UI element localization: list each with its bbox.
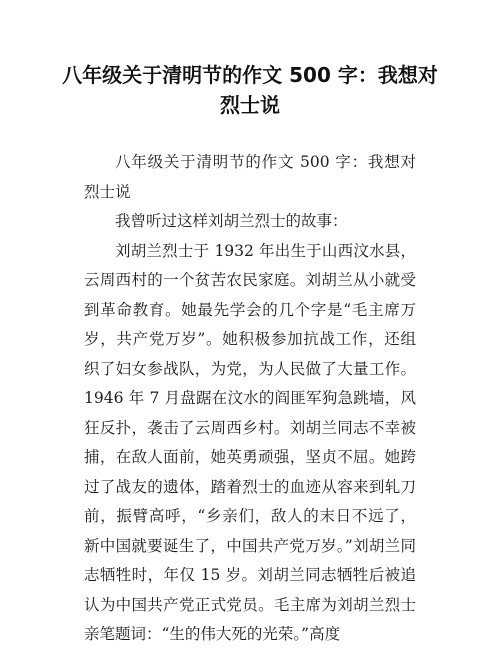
document-title: 八年级关于清明节的作文 500 字：我想对烈士说	[62, 63, 438, 117]
document-body	[84, 148, 416, 650]
paragraph-intro: 我曾听过这样刘胡兰烈士的故事：	[115, 212, 348, 230]
paragraph-story: 刘胡兰烈士于 1932 年出生于山西汶水县，云周西村的一个贫苦农民家庭。刘胡兰从小就受到革命教育。她最先学会的几个字是“毛主席万岁，共产党万岁”。她积极参加抗战工作，还组织了妇女参战队，为党，为人民做了大量工作。1946 年 7 月盘踞在汶水的阎匪军狗急跳墙，风狂反扑，袭击了云周西乡村。刘胡兰同志不幸被捕，在敌人面前，她英勇顽强，坚贞不屈。她跨过了战友的遗体，踏着烈士的血迹从容来到轧刀前，振臂高呼，“乡亲们，敌人的末日不远了，新中国就要诞生了，中国共产党万岁。”刘胡兰同志牺牲时，年仅 15 岁。刘胡兰同志牺牲后被追认为中国共产党正式党员。毛主席为刘胡兰烈士亲笔题词：“生的伟大死的光荣。”高度	[84, 241, 416, 643]
paragraph-heading-repeat: 八年级关于清明节的作文 500 字：我想对烈士说	[84, 153, 416, 201]
